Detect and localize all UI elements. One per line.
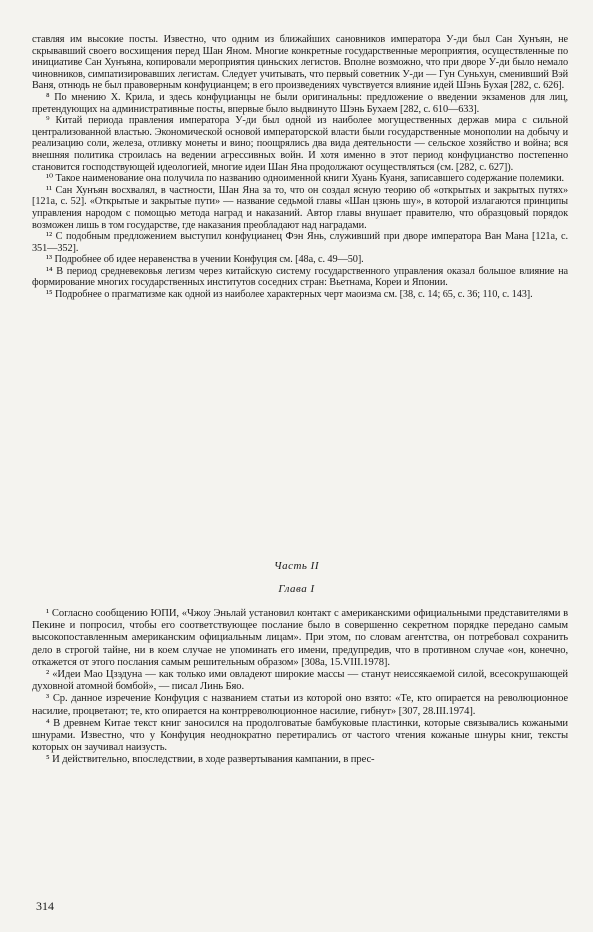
part-heading: Часть II: [274, 560, 319, 572]
note-8: ⁸ По мнению Х. Крила, и здесь конфуцианцы не были оригинальны: предложение о введении экзаменов для лиц, претендующих на административные посты, впервые было выдвинуто Шэнь Бухаем [282, с. 610—633].: [32, 91, 568, 115]
chapter-notes: [32, 608, 568, 767]
note-4: ⁴ В древнем Китае текст книг заносился на продолговатые бамбуковые пластинки, которые связывались кожаными шнурами. Известно, что у Конфуция неоднократно перетирались от частого чтения кожаные шнуры книг, тексты которых он заучивал наизусть.: [32, 717, 568, 754]
note-10: ¹⁰ Такое наименование она получила по названию одноименной книги Хуань Куаня, записавшего содержание полемики.: [46, 173, 564, 185]
note-1: ¹ Согласно сообщению ЮПИ, «Чжоу Эньлай установил контакт с американскими официальными представителями в Пекине и попросил, чтобы его соответствующее послание было в совершенно секретном порядке передано самым высокопоставленным американским официальным лицам». При этом, по словам агентства, он потребовал сохранить дело в строгой тайне, ни в коем случае не упоминать его имени, предупредив, что в противном случае «он, конечно, откажется от этого послания самым решительным образом» [308а, 15.VIII.1978].: [32, 608, 568, 668]
note-3: ³ Ср. данное изречение Конфуция с названием статьи из которой оно взято: «Те, кто опирается на революционное насилие, процветают; те, кто опирается на контрреволюционное насилие, гибнут» [307, 28.III.1974].: [32, 693, 568, 717]
note-5: ⁵ И действительно, впоследствии, в ходе развертывания кампании, в прес-: [46, 754, 375, 766]
note-13: ¹³ Подробнее об идее неравенства в учении Конфуция см. [48а, с. 49—50].: [46, 254, 364, 266]
note-12: ¹² С подобным предложением выступил конфуцианец Фэн Янь, служивший при дворе императора Ван Мана [121а, с. 351—352].: [32, 231, 568, 254]
note-text: ставляя им высокие посты. Известно, что одним из ближайших сановников императора У-ди был Сан Хунъян, не скрывавший своего восхищения перед Шан Яном. Многие конкретные государственные мероприятия, осуществленные по инициативе Сан Хунъяна, копировали мероприятия циньских легистов. Вполне возможно, что при дворе У-ди было немало чиновников, симпатизировавших легистам. Следует учитывать, что первый советник У-ди — Гун Суньхун, сменивший Вэй Ваня, отнюдь не был правоверным конфуцианцем; в его произведениях чувствуется влияние идей Шэнь Бухая [282, с. 626].: [32, 34, 568, 92]
note-9: ⁹ Китай периода правления императора У-ди был одной из наиболее могущественных держав мира с сильной централизованной властью. Экономической основой императорской власти были государственные монополии на добычу и реализацию соли, железа, отливку монеты и вино; поощрялись два вида деятельности — сельское хозяйство и война; вся внешняя политика строилась на ведении агрессивных войн. И хотя именно в этот период конфуцианство постепенно становится господствующей идеологией, многие идеи Шан Яна продолжают осуществляться (см. [282, с. 627]).: [32, 115, 568, 173]
note-2: ² «Идеи Мао Цзэдуна — как только ими овладеют широкие массы — станут неиссякаемой силой, всесокрушающей духовной атомной бомбой», — писал Линь Бяо.: [32, 669, 568, 693]
note-15: ¹⁵ Подробнее о прагматизме как одной из наиболее характерных черт маоизма см. [38, с. 14; 65, с. 36; 110, с. 143].: [46, 289, 533, 301]
note-14: ¹⁴ В период средневековья легизм через китайскую систему государственного управления оказал большое влияние на формирование многих государственных институтов соседних стран: Вьетнама, Кореи и Японии.: [32, 265, 568, 289]
chapter-heading: Глава I: [278, 583, 315, 595]
page-number: 314: [36, 899, 54, 913]
endnotes-continued: [32, 34, 568, 301]
note-11: ¹¹ Сан Хунъян восхвалял, в частности, Шан Яна за то, что он создал ясную теорию об «открытых и закрытых путях» [121а, с. 52]. «Открытые и закрытые пути» — название седьмой главы «Шан цзюнь шу», в которой излагаются принципы управления народом с помощью метода наград и наказаний. Автор главы внушает правителю, что образцовый порядок возможен лишь в том государстве, где наказания преобладают над наградами.: [32, 184, 568, 231]
